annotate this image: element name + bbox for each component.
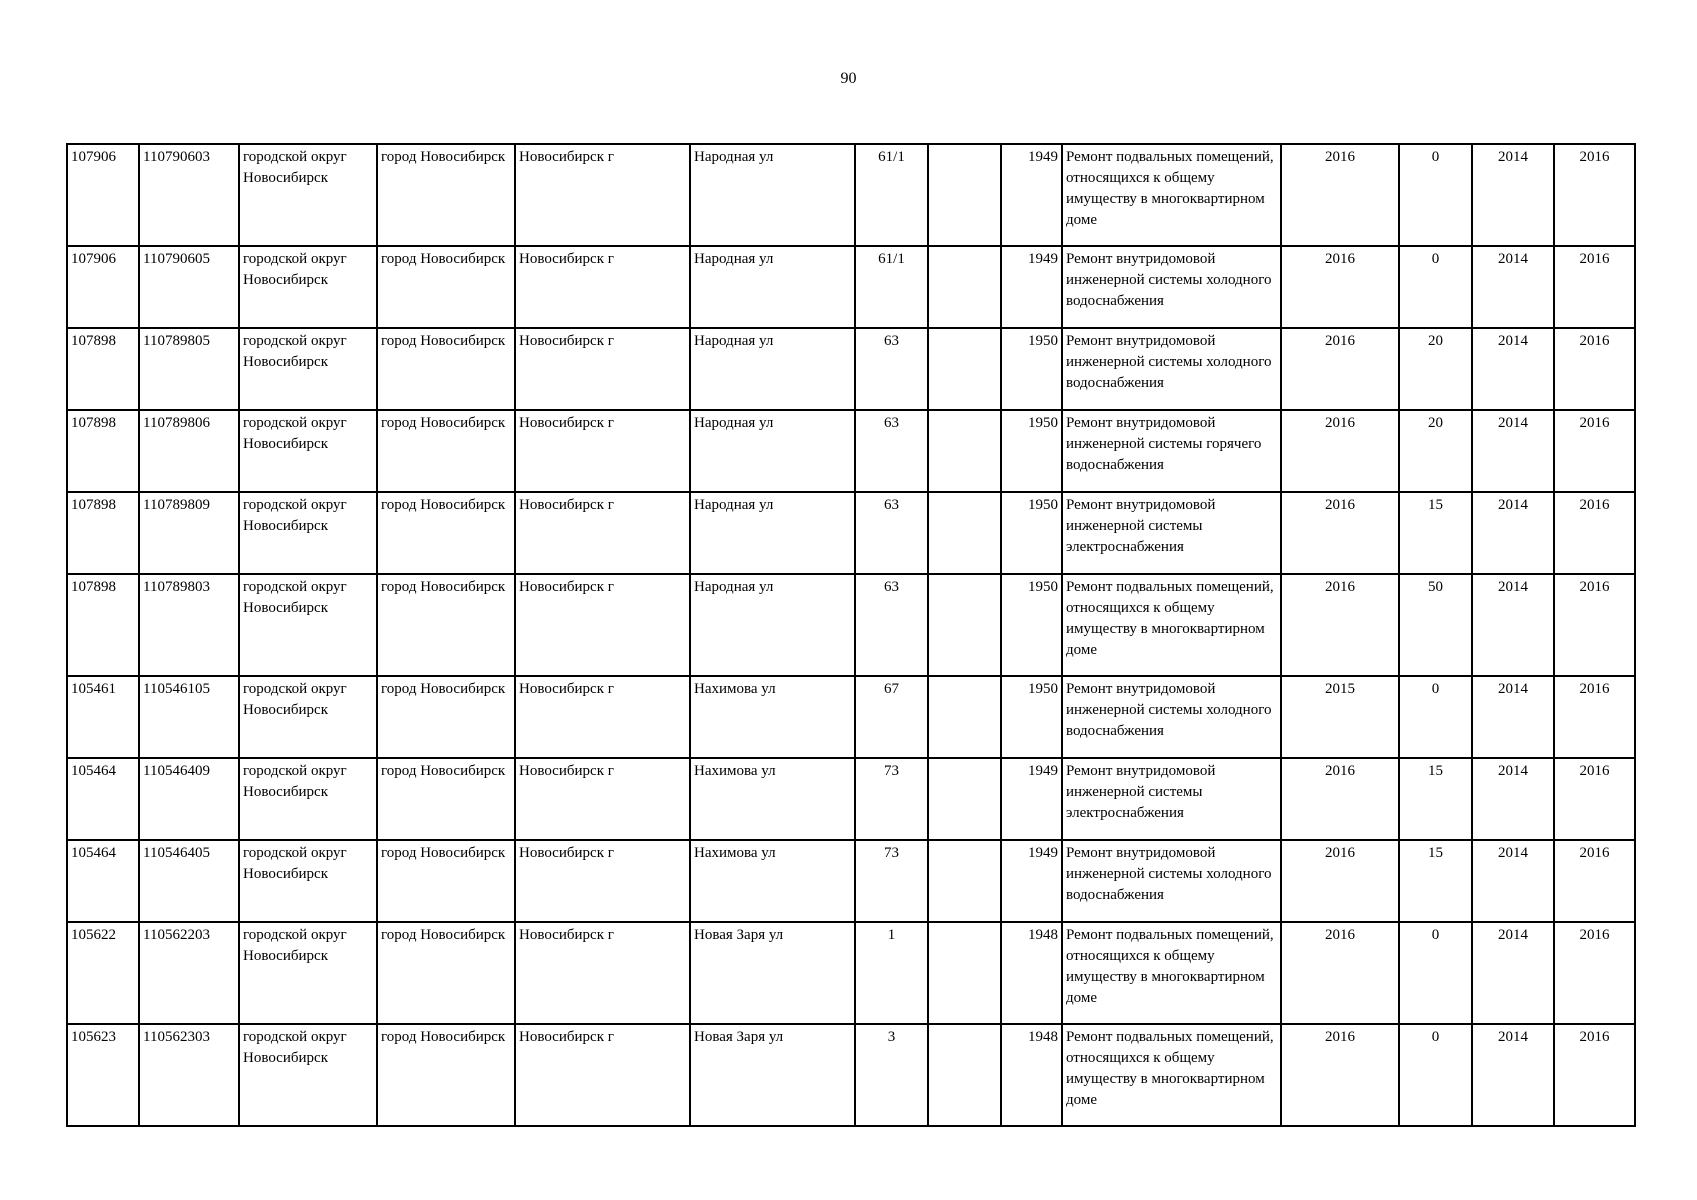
cell-work-id: 110789805 [139,328,239,410]
cell-wear-percent: 0 [1399,144,1472,246]
cell-year-built: 1949 [1001,246,1062,328]
cell-work-id: 110789809 [139,492,239,574]
cell-city: Новосибирск г [515,574,690,676]
cell-planned-year: 2016 [1281,144,1399,246]
cell-building [928,328,1001,410]
cell-street: Новая Заря ул [690,922,855,1024]
cell-settlement: город Новосибирск [377,1024,515,1126]
cell-year-built: 1949 [1001,840,1062,922]
cell-work-type: Ремонт внутридомовой инженерной системы горячего водоснабжения [1062,410,1281,492]
cell-settlement: город Новосибирск [377,922,515,1024]
cell-house-number: 63 [855,410,928,492]
cell-year-built: 1950 [1001,676,1062,758]
cell-settlement: город Новосибирск [377,574,515,676]
cell-building [928,758,1001,840]
cell-period-start: 2014 [1472,922,1554,1024]
cell-city: Новосибирск г [515,1024,690,1126]
cell-house-id: 105461 [67,676,139,758]
cell-wear-percent: 0 [1399,246,1472,328]
cell-wear-percent: 15 [1399,492,1472,574]
cell-year-built: 1949 [1001,758,1062,840]
cell-settlement: город Новосибирск [377,328,515,410]
page-number: 90 [840,70,857,87]
cell-building [928,922,1001,1024]
cell-house-number: 1 [855,922,928,1024]
cell-house-id: 105622 [67,922,139,1024]
cell-house-id: 107898 [67,574,139,676]
cell-city: Новосибирск г [515,144,690,246]
cell-municipality: городской округ Новосибирск [239,144,377,246]
cell-house-number: 63 [855,492,928,574]
cell-street: Народная ул [690,574,855,676]
cell-municipality: городской округ Новосибирск [239,922,377,1024]
cell-building [928,574,1001,676]
cell-street: Народная ул [690,410,855,492]
cell-period-start: 2014 [1472,574,1554,676]
cell-municipality: городской округ Новосибирск [239,410,377,492]
cell-city: Новосибирск г [515,410,690,492]
cell-city: Новосибирск г [515,922,690,1024]
cell-building [928,144,1001,246]
cell-house-number: 73 [855,840,928,922]
cell-wear-percent: 0 [1399,676,1472,758]
cell-period-end: 2016 [1554,676,1635,758]
cell-house-id: 105464 [67,840,139,922]
cell-year-built: 1950 [1001,574,1062,676]
cell-period-start: 2014 [1472,840,1554,922]
cell-house-id: 107898 [67,410,139,492]
cell-city: Новосибирск г [515,840,690,922]
cell-wear-percent: 0 [1399,1024,1472,1126]
cell-municipality: городской округ Новосибирск [239,246,377,328]
cell-street: Народная ул [690,492,855,574]
cell-year-built: 1950 [1001,410,1062,492]
cell-house-id: 107906 [67,246,139,328]
cell-house-number: 63 [855,574,928,676]
cell-planned-year: 2016 [1281,328,1399,410]
cell-work-type: Ремонт внутридомовой инженерной системы электроснабжения [1062,492,1281,574]
cell-city: Новосибирск г [515,492,690,574]
cell-planned-year: 2016 [1281,840,1399,922]
table-row [67,1024,1635,1126]
table-row [67,492,1635,574]
cell-house-id: 107898 [67,492,139,574]
cell-city: Новосибирск г [515,246,690,328]
cell-house-id: 105464 [67,758,139,840]
cell-period-end: 2016 [1554,328,1635,410]
cell-planned-year: 2016 [1281,246,1399,328]
cell-work-id: 110789806 [139,410,239,492]
cell-work-type: Ремонт внутридомовой инженерной системы холодного водоснабжения [1062,840,1281,922]
cell-work-type: Ремонт внутридомовой инженерной системы электроснабжения [1062,758,1281,840]
cell-period-end: 2016 [1554,574,1635,676]
cell-street: Нахимова ул [690,758,855,840]
cell-work-id: 110790605 [139,246,239,328]
cell-work-id: 110546405 [139,840,239,922]
cell-city: Новосибирск г [515,328,690,410]
table-body [67,144,1635,1126]
cell-street: Нахимова ул [690,840,855,922]
cell-wear-percent: 0 [1399,922,1472,1024]
cell-work-type: Ремонт внутридомовой инженерной системы холодного водоснабжения [1062,246,1281,328]
cell-period-end: 2016 [1554,492,1635,574]
cell-period-end: 2016 [1554,410,1635,492]
cell-building [928,676,1001,758]
cell-street: Народная ул [690,144,855,246]
cell-planned-year: 2015 [1281,676,1399,758]
cell-planned-year: 2016 [1281,410,1399,492]
cell-period-start: 2014 [1472,1024,1554,1126]
table-row [67,144,1635,246]
cell-planned-year: 2016 [1281,492,1399,574]
cell-wear-percent: 15 [1399,758,1472,840]
cell-street: Новая Заря ул [690,1024,855,1126]
cell-street: Народная ул [690,246,855,328]
cell-work-type: Ремонт подвальных помещений, относящихся к общему имуществу в многоквартирном доме [1062,144,1281,246]
cell-work-id: 110546409 [139,758,239,840]
cell-settlement: город Новосибирск [377,758,515,840]
cell-period-start: 2014 [1472,246,1554,328]
cell-planned-year: 2016 [1281,1024,1399,1126]
cell-wear-percent: 20 [1399,410,1472,492]
cell-period-start: 2014 [1472,676,1554,758]
table-row [67,676,1635,758]
cell-municipality: городской округ Новосибирск [239,1024,377,1126]
cell-work-id: 110562303 [139,1024,239,1126]
cell-work-id: 110790603 [139,144,239,246]
cell-settlement: город Новосибирск [377,840,515,922]
cell-period-end: 2016 [1554,922,1635,1024]
cell-period-end: 2016 [1554,758,1635,840]
cell-work-id: 110562203 [139,922,239,1024]
cell-period-start: 2014 [1472,410,1554,492]
cell-work-id: 110546105 [139,676,239,758]
cell-planned-year: 2016 [1281,758,1399,840]
table-row [67,328,1635,410]
cell-municipality: городской округ Новосибирск [239,676,377,758]
cell-year-built: 1949 [1001,144,1062,246]
cell-planned-year: 2016 [1281,574,1399,676]
cell-building [928,410,1001,492]
cell-period-start: 2014 [1472,492,1554,574]
cell-house-number: 61/1 [855,144,928,246]
cell-wear-percent: 20 [1399,328,1472,410]
cell-year-built: 1948 [1001,1024,1062,1126]
cell-settlement: город Новосибирск [377,676,515,758]
cell-period-end: 2016 [1554,144,1635,246]
cell-work-type: Ремонт внутридомовой инженерной системы холодного водоснабжения [1062,328,1281,410]
cell-street: Нахимова ул [690,676,855,758]
cell-period-start: 2014 [1472,144,1554,246]
cell-settlement: город Новосибирск [377,246,515,328]
cell-period-end: 2016 [1554,840,1635,922]
cell-settlement: город Новосибирск [377,144,515,246]
table-row [67,758,1635,840]
cell-work-id: 110789803 [139,574,239,676]
cell-building [928,246,1001,328]
cell-year-built: 1950 [1001,328,1062,410]
cell-house-number: 61/1 [855,246,928,328]
cell-building [928,1024,1001,1126]
cell-city: Новосибирск г [515,676,690,758]
cell-house-id: 107906 [67,144,139,246]
cell-period-end: 2016 [1554,1024,1635,1126]
cell-wear-percent: 50 [1399,574,1472,676]
cell-work-type: Ремонт подвальных помещений, относящихся к общему имуществу в многоквартирном доме [1062,1024,1281,1126]
cell-house-number: 3 [855,1024,928,1126]
cell-period-start: 2014 [1472,328,1554,410]
table-row [67,246,1635,328]
cell-street: Народная ул [690,328,855,410]
cell-municipality: городской округ Новосибирск [239,492,377,574]
cell-house-number: 73 [855,758,928,840]
cell-house-id: 107898 [67,328,139,410]
cell-municipality: городской округ Новосибирск [239,758,377,840]
table-row [67,840,1635,922]
cell-period-start: 2014 [1472,758,1554,840]
table-row [67,574,1635,676]
cell-house-id: 105623 [67,1024,139,1126]
table-row [67,922,1635,1024]
cell-house-number: 63 [855,328,928,410]
cell-settlement: город Новосибирск [377,410,515,492]
register-table [66,143,1636,1127]
cell-year-built: 1950 [1001,492,1062,574]
cell-city: Новосибирск г [515,758,690,840]
cell-planned-year: 2016 [1281,922,1399,1024]
table-row [67,410,1635,492]
cell-wear-percent: 15 [1399,840,1472,922]
cell-building [928,840,1001,922]
cell-settlement: город Новосибирск [377,492,515,574]
cell-municipality: городской округ Новосибирск [239,328,377,410]
cell-work-type: Ремонт подвальных помещений, относящихся к общему имуществу в многоквартирном доме [1062,574,1281,676]
cell-period-end: 2016 [1554,246,1635,328]
cell-municipality: городской округ Новосибирск [239,840,377,922]
cell-building [928,492,1001,574]
cell-work-type: Ремонт внутридомовой инженерной системы холодного водоснабжения [1062,676,1281,758]
cell-house-number: 67 [855,676,928,758]
cell-year-built: 1948 [1001,922,1062,1024]
cell-work-type: Ремонт подвальных помещений, относящихся к общему имуществу в многоквартирном доме [1062,922,1281,1024]
cell-municipality: городской округ Новосибирск [239,574,377,676]
